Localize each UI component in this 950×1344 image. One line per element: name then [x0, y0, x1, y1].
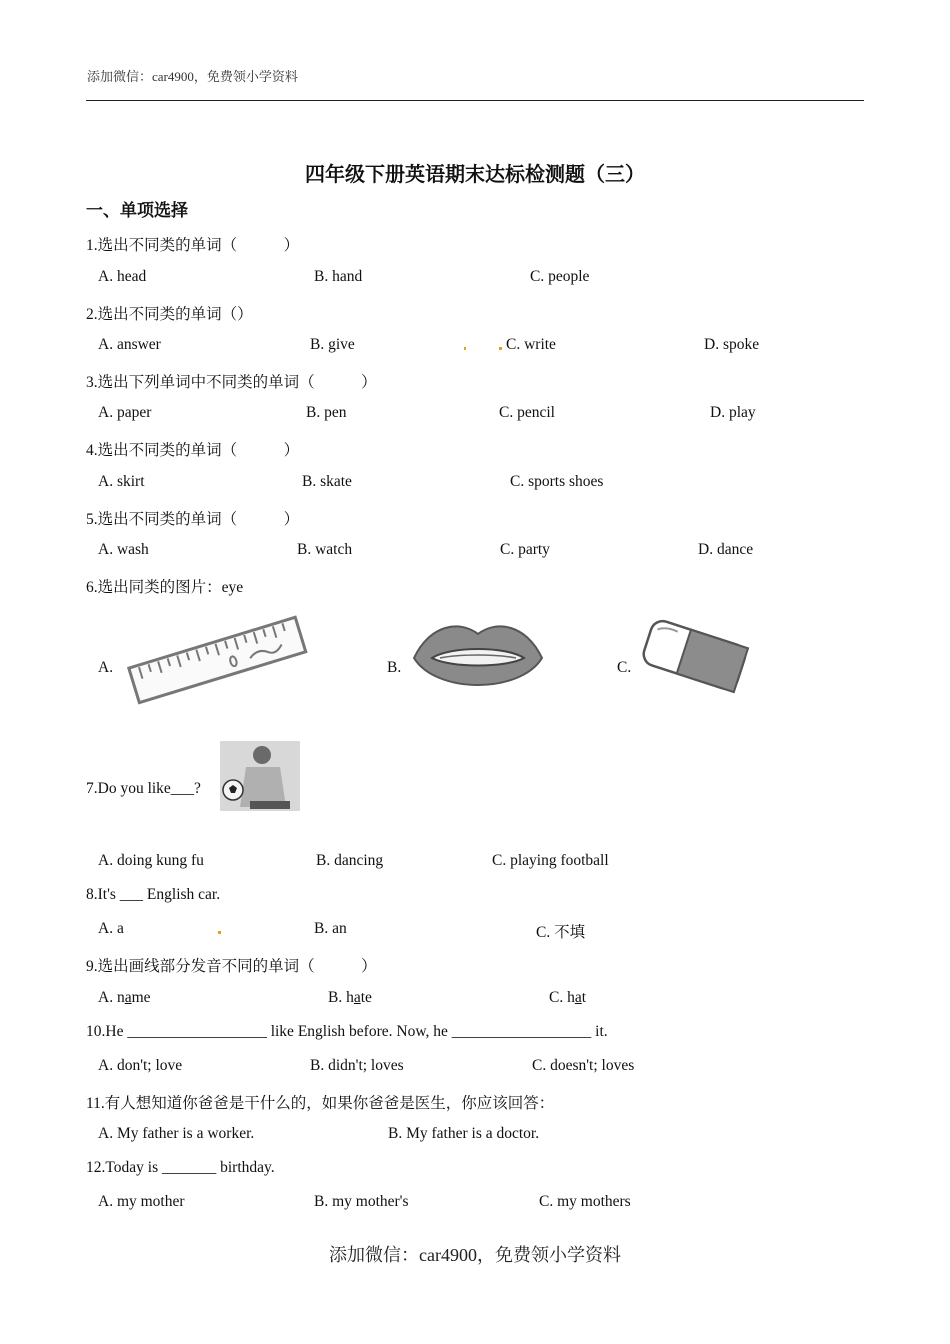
- q9-option-a: [98, 989, 151, 1007]
- q4-option-a: A. skirt: [98, 473, 145, 490]
- q9-a-underlined: a: [124, 989, 132, 1006]
- q2-option-b: B. give: [310, 336, 355, 353]
- question-11: 11.有人想知道你爸爸是干什么的，如果你爸爸是医生，你应该回答：: [86, 1095, 555, 1112]
- q12-option-a: A. my mother: [98, 1193, 185, 1210]
- q5-option-c: C. party: [500, 541, 550, 558]
- q3-option-d: D. play: [710, 404, 756, 421]
- stray-mark: [499, 347, 502, 350]
- q9-a-prefix: A. n: [98, 989, 125, 1006]
- question-12: 12.Today is _______ birthday.: [86, 1159, 275, 1176]
- question-9: 9.选出画线部分发音不同的单词（ ）: [86, 958, 377, 975]
- q6-option-c: C.: [617, 659, 632, 676]
- q11-option-a: A. My father is a worker.: [98, 1125, 255, 1142]
- q8-option-c: C. 不填: [536, 924, 586, 941]
- header-text: 添加微信：car4900，免费领小学资料: [87, 69, 298, 84]
- boy-football-image: [220, 741, 300, 811]
- q7-option-a: A. doing kung fu: [98, 852, 204, 869]
- q8-option-b: B. an: [314, 920, 347, 937]
- q9-b-suffix: te: [360, 989, 372, 1006]
- q1-option-a: A. head: [98, 268, 147, 285]
- header-rule: [86, 100, 864, 101]
- q9-option-c: [549, 989, 586, 1007]
- lips-image: [410, 614, 546, 704]
- q10-option-b: B. didn't; loves: [310, 1057, 404, 1074]
- q6-option-a: A.: [98, 659, 114, 676]
- q9-c-prefix: C. h: [549, 989, 575, 1006]
- q9-b-prefix: B. h: [328, 989, 354, 1006]
- q8-option-a: A. a: [98, 920, 124, 937]
- q12-option-b: B. my mother's: [314, 1193, 409, 1210]
- q5-option-b: B. watch: [297, 541, 353, 558]
- q2-option-c: C. write: [506, 336, 556, 353]
- q1-option-b: B. hand: [314, 268, 363, 285]
- question-3: 3.选出下列单词中不同类的单词（ ）: [86, 374, 377, 391]
- footer-text: 添加微信：car4900，免费领小学资料: [329, 1245, 621, 1265]
- eraser-image: [637, 618, 751, 694]
- q10-option-a: A. don't; love: [98, 1057, 183, 1074]
- question-2: 2.选出不同类的单词（）: [86, 306, 253, 323]
- q5-option-d: D. dance: [698, 541, 754, 558]
- q5-option-a: A. wash: [98, 541, 149, 558]
- q9-c-underlined: a: [574, 989, 582, 1006]
- q4-option-b: B. skate: [302, 473, 352, 490]
- question-6: 6.选出同类的图片：eye: [86, 579, 244, 596]
- q9-c-suffix: t: [581, 989, 587, 1006]
- q1-option-c: C. people: [530, 268, 590, 285]
- q2-option-a: A. answer: [98, 336, 161, 353]
- q4-option-c: C. sports shoes: [510, 473, 604, 490]
- q2-option-d: D. spoke: [704, 336, 760, 353]
- question-1: 1.选出不同类的单词（ ）: [86, 237, 300, 254]
- q9-option-b: [328, 989, 372, 1007]
- q9-b-underlined: a: [353, 989, 361, 1006]
- q11-option-b: B. My father is a doctor.: [388, 1125, 540, 1142]
- question-7: 7.Do you like___?: [86, 780, 201, 797]
- q3-option-b: B. pen: [306, 404, 347, 421]
- q10-option-c: C. doesn't; loves: [532, 1057, 635, 1074]
- page-title: 四年级下册英语期末达标检测题（三）: [305, 164, 645, 186]
- question-10: 10.He __________________ like English before. Now, he __________________ it.: [86, 1023, 608, 1040]
- stray-mark: [218, 931, 221, 934]
- question-4: 4.选出不同类的单词（ ）: [86, 442, 300, 459]
- section-heading: 一、单项选择: [86, 201, 188, 220]
- ruler-image: [124, 612, 310, 706]
- q9-a-suffix: me: [131, 989, 151, 1006]
- q3-option-c: C. pencil: [499, 404, 555, 421]
- question-8: 8.It's ___ English car.: [86, 886, 221, 903]
- stray-mark: [464, 347, 466, 350]
- question-5: 5.选出不同类的单词（ ）: [86, 511, 300, 528]
- q7-option-b: B. dancing: [316, 852, 384, 869]
- q6-option-b: B.: [387, 659, 402, 676]
- q7-option-c: C. playing football: [492, 852, 609, 869]
- q12-option-c: C. my mothers: [539, 1193, 631, 1210]
- q3-option-a: A. paper: [98, 404, 152, 421]
